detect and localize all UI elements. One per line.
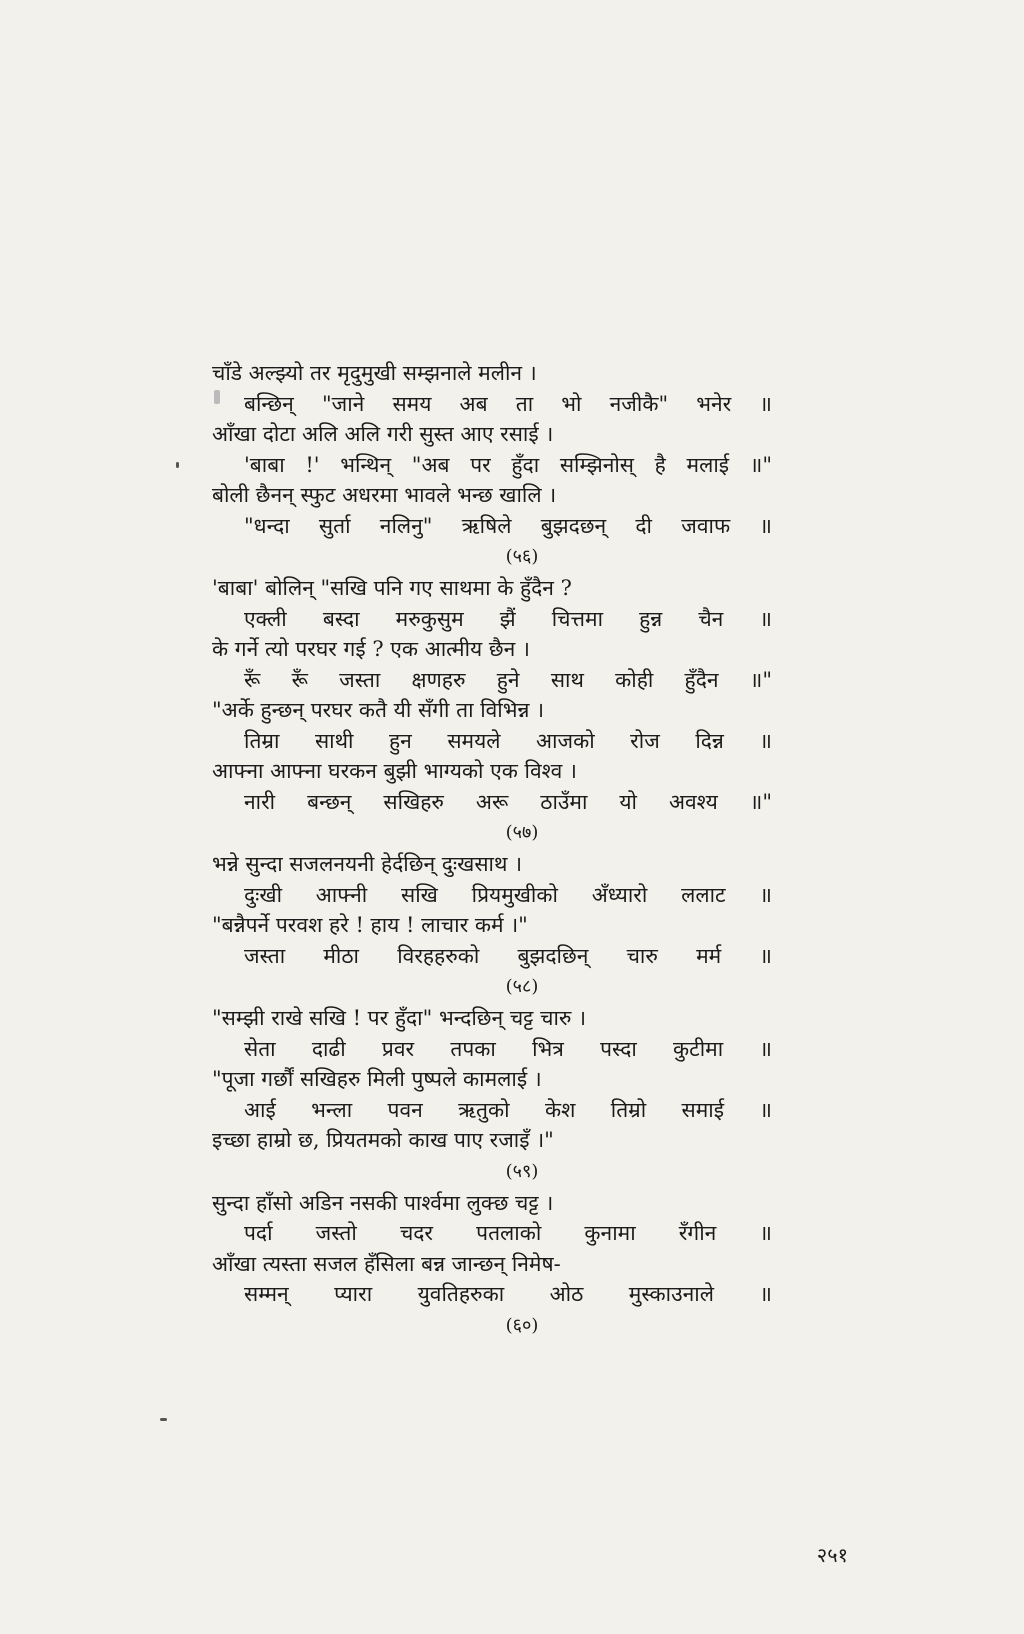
- verse-line: "सम्झी राखे सखि ! पर हुँदा" भन्दछिन् चट्ट चारु ।: [212, 1006, 587, 1030]
- verse-number: (५६): [505, 546, 539, 567]
- verse-line: बन्छिन् "जाने समय अब ता भो नजीकै" भनेर ॥: [244, 391, 772, 416]
- scan-speck: [176, 462, 179, 468]
- verse-line: जस्ता मीठा विरहहरुको बुझदछिन् चारु मर्म ॥: [244, 943, 772, 968]
- verse-line: दुःखी आफ्नी सखि प्रियमुखीको अँध्यारो ललाट ॥: [244, 882, 772, 907]
- verse-number: (६०): [505, 1314, 539, 1336]
- verse-number: (५७): [505, 822, 539, 843]
- verse-number: (५८): [505, 976, 539, 997]
- verse-line: के गर्ने त्यो परघर गई ? एक आत्मीय छैन ।: [212, 637, 530, 661]
- verse-line: "बन्नैपर्ने परवश हरे ! हाय ! लाचार कर्म ।": [212, 913, 528, 937]
- scan-speck: [160, 1418, 167, 1421]
- verse-line: आई भन्ला पवन ऋतुको केश तिम्रो समाई ॥: [244, 1097, 772, 1122]
- verse-line: सुन्दा हाँसो अडिन नसकी पार्श्वमा लुक्छ चट्ट ।: [212, 1190, 554, 1215]
- page-number: २५१: [816, 1543, 848, 1567]
- verse-line: चाँडे अल्झ्यो तर मृदुमुखी सम्झनाले मलीन ।: [212, 361, 537, 385]
- verse-line: आँखा दोटा अलि अलि गरी सुस्त आए रसाई ।: [212, 422, 554, 446]
- verse-line: इच्छा हाम्रो छ, प्रियतमको काख पाए रजाइँ ।": [212, 1128, 554, 1152]
- verse-number: (५९): [505, 1160, 539, 1182]
- verse-line: "धन्दा सुर्ता नलिनु" ऋषिले बुझदछन् दी जवाफ ॥: [244, 513, 772, 538]
- verse-line: बोली छैनन् स्फुट अधरमा भावले भन्छ खालि ।: [212, 483, 557, 507]
- stanza-57: [212, 573, 772, 849]
- verse-line: तिम्रा साथी हुन समयले आजको रोज दिन्न ॥: [244, 728, 772, 753]
- scan-speck: [214, 390, 220, 404]
- stanza-59: [212, 1003, 772, 1188]
- verse-line: आँखा त्यस्ता सजल हँसिला बन्न जान्छन् निमेष-: [212, 1251, 561, 1276]
- verse-line: सम्मन् प्यारा युवतिहरुका ओठ मुस्काउनाले ॥: [244, 1282, 772, 1306]
- verse-line: भन्ने सुन्दा सजलनयनी हेर्दछिन् दुःखसाथ ।: [212, 852, 523, 876]
- verse-line: पर्दा जस्तो चदर पतलाको कुनामा रँगीन ॥: [244, 1221, 772, 1245]
- verse-line: 'बाबा' बोलिन् "सखि पनि गए साथमा के हुँदैन ?: [212, 576, 572, 600]
- stanza-60: [212, 1188, 772, 1342]
- verse-line: आफ्ना आफ्ना घरकन बुझी भाग्यको एक विश्व ।: [212, 759, 577, 783]
- verse-line: 'बाबा !' भन्थिन् "अब पर हुँदा सम्झिनोस् है मलाई ॥": [244, 452, 772, 477]
- verse-line: "अर्के हुन्छन् परघर कतै यी सँगी ता विभिन्न ।: [212, 698, 545, 722]
- verse-line: एक्ली बस्दा मरुकुसुम झैं चित्तमा हुन्न चैन ॥: [244, 606, 772, 631]
- verse-line: "पूजा गर्छौं सखिहरु मिली पुष्पले कामलाई ।: [212, 1067, 542, 1091]
- verse-line: रूँ रूँ जस्ता क्षणहरु हुने साथ कोही हुँदैन ॥": [244, 667, 772, 692]
- stanza-58: [212, 849, 772, 1003]
- verse-line: नारी बन्छन् सखिहरु अरू ठाउँमा यो अवश्य ॥": [244, 789, 772, 814]
- stanza-56: [212, 358, 772, 573]
- verse-line: सेता दाढी प्रवर तपका भित्र पस्दा कुटीमा ॥: [244, 1036, 772, 1061]
- verse-block: [212, 358, 772, 1342]
